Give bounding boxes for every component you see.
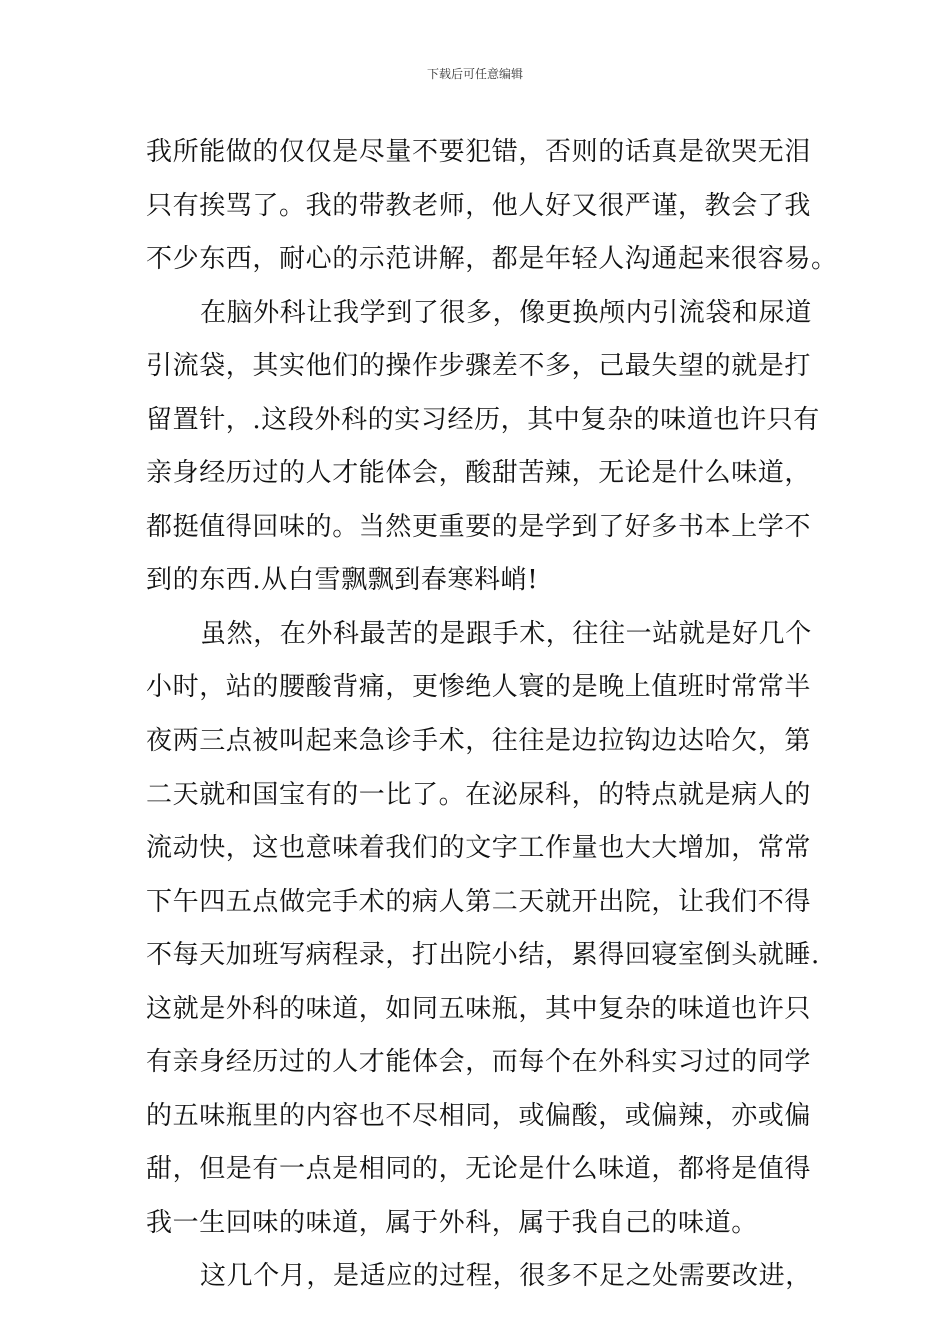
text-line: 我一生回味的味道，属于外科，属于我自己的味道。: [146, 1207, 758, 1238]
text-line: 二天就和国宝有的一比了。在泌尿科，的特点就是病人的: [146, 779, 812, 810]
paragraph-start-line: 虽然，在外科最苦的是跟手术，往往一站就是好几个: [200, 618, 812, 649]
text-line: 流动快，这也意味着我们的文字工作量也大大增加，常常: [146, 833, 812, 864]
text-line: 我所能做的仅仅是尽量不要犯错，否则的话真是欲哭无泪: [146, 137, 812, 167]
text-line: 甜，但是有一点是相同的，无论是什么味道，都将是值得: [146, 1154, 812, 1185]
text-line: 亲身经历过的人才能体会，酸甜苦辣，无论是什么味道，: [146, 458, 812, 489]
text-line: 这就是外科的味道，如同五味瓶，其中复杂的味道也许只: [146, 993, 812, 1024]
text-line: 有亲身经历过的人才能体会，而每个在外科实习过的同学: [146, 1047, 812, 1078]
text-line: 只有挨骂了。我的带教老师，他人好又很严谨，教会了我: [146, 190, 812, 221]
text-line: 小时，站的腰酸背痛，更惨绝人寰的是晚上值班时常常半: [146, 672, 812, 703]
text-line: 不每天加班写病程录，打出院小结，累得回寝室倒头就睡.: [146, 940, 820, 971]
page-header: 下载后可任意编辑: [426, 67, 523, 81]
text-line: 不少东西，耐心的示范讲解，都是年轻人沟通起来很容易。: [146, 244, 838, 275]
text-line: 下午四五点做完手术的病人第二天就开出院，让我们不得: [146, 886, 812, 917]
text-line: 引流袋，其实他们的操作步骤差不多，己最失望的就是打: [146, 351, 812, 382]
text-line: 都挺值得回味的。当然更重要的是学到了好多书本上学不: [146, 511, 812, 542]
paragraph-start-line: 这几个月，是适应的过程，很多不足之处需要改进，: [200, 1261, 812, 1292]
text-line: 的五味瓶里的内容也不尽相同，或偏酸，或偏辣，亦或偏: [146, 1100, 812, 1131]
text-line: 留置针，.这段外科的实习经历，其中复杂的味道也许只有: [146, 404, 820, 435]
text-line: 到的东西.从白雪飘飘到春寒料峭!: [146, 565, 539, 596]
paragraph-start-line: 在脑外科让我学到了很多，像更换颅内引流袋和尿道: [200, 297, 812, 328]
text-line: 夜两三点被叫起来急诊手术，往往是边拉钩边达哈欠，第: [146, 726, 812, 757]
document-body: [146, 126, 838, 1304]
